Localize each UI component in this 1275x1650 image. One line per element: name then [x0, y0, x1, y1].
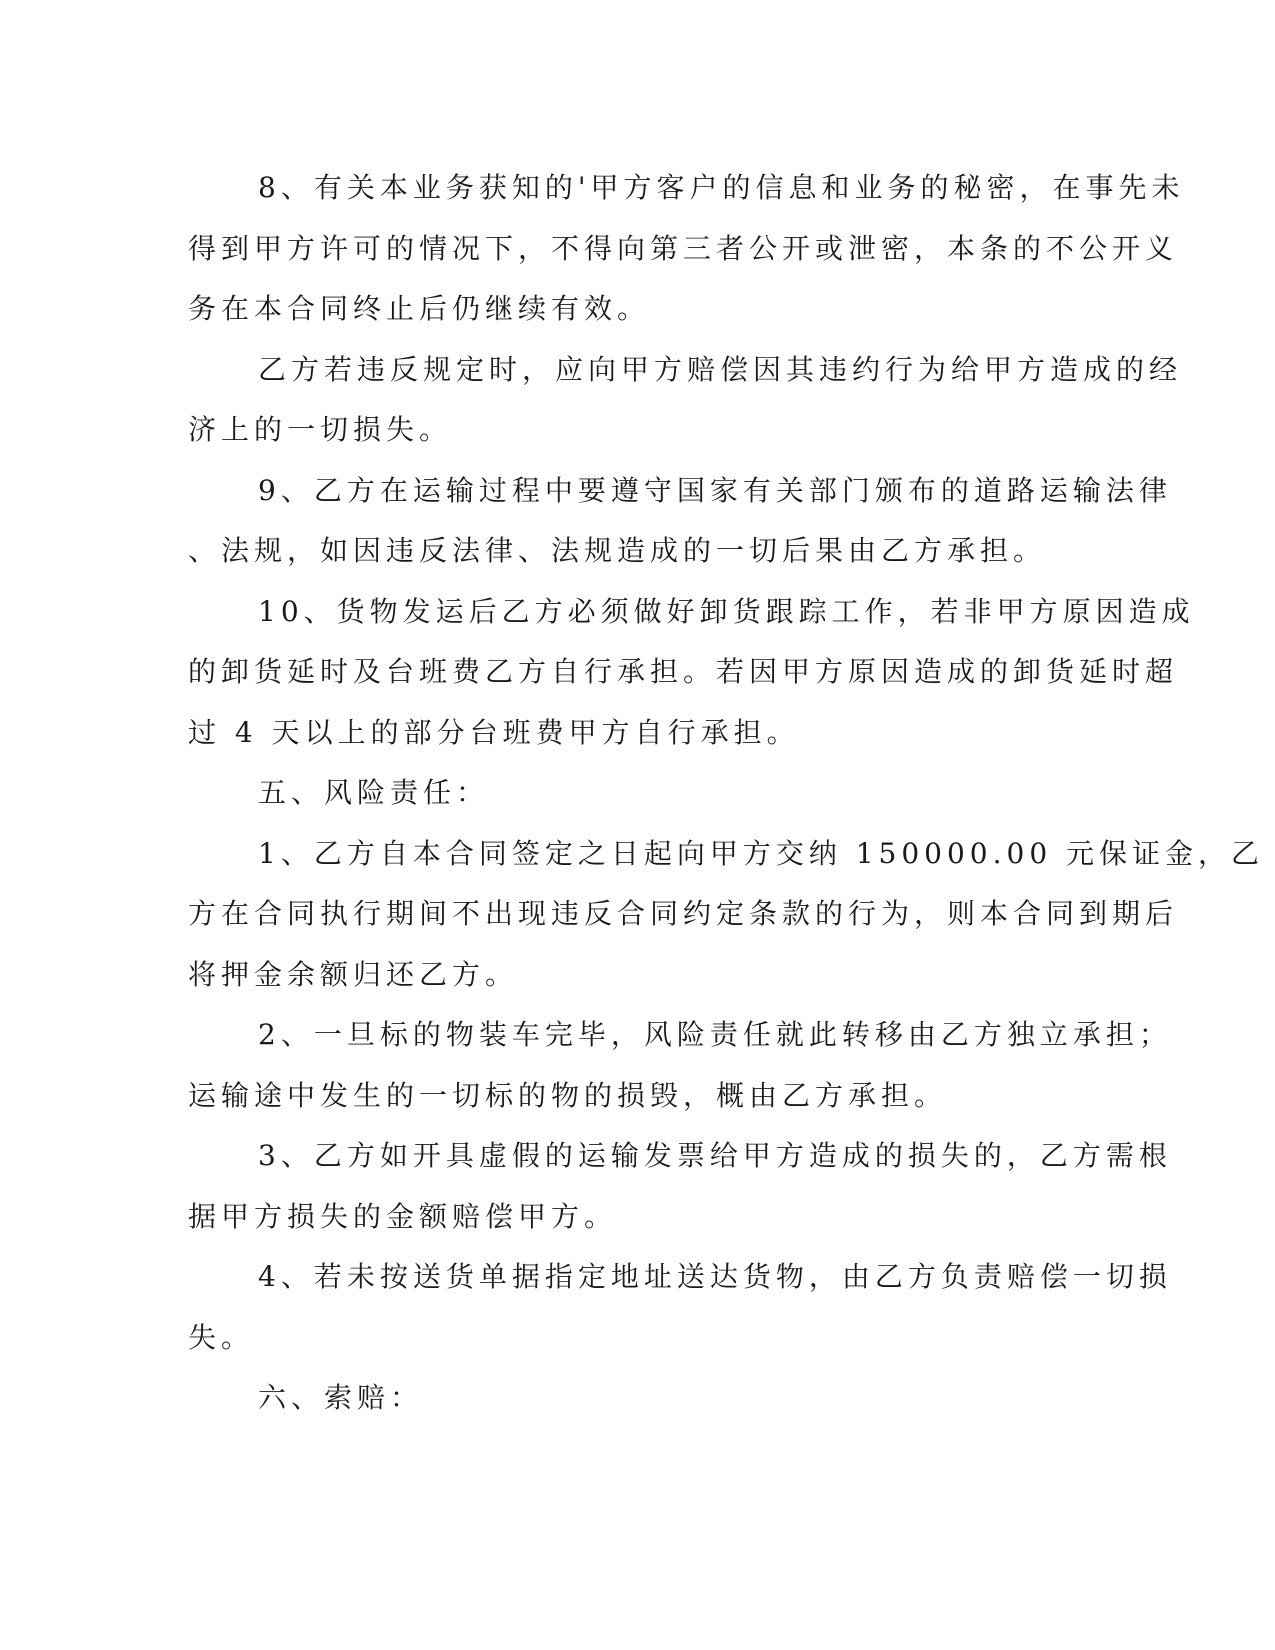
paragraph-risk-1	[188, 824, 1265, 1006]
text-line: 据甲方损失的金额赔偿甲方。	[188, 1199, 618, 1233]
heading-line: 六、索赔：	[258, 1381, 424, 1414]
text-line: 乙方若违反规定时，应向甲方赔偿因其违约行为给甲方造成的经	[258, 352, 1183, 386]
text-line: 2、一旦标的物装车完毕，风险责任就此转移由乙方独立承担；	[258, 1018, 1172, 1051]
text-line: 3、乙方如开具虚假的运输发票给甲方造成的损失的，乙方需根	[258, 1139, 1172, 1172]
text-line: 10、货物发运后乙方必须做好卸货跟踪工作，若非甲方原因造成	[258, 594, 1195, 628]
text-line: 的卸货延时及台班费乙方自行承担。若因甲方原因造成的卸货延时超	[188, 655, 1179, 688]
paragraph-risk-2	[188, 1005, 1172, 1126]
text-line: 过 4 天以上的部分台班费甲方自行承担。	[188, 715, 800, 749]
text-line: 方在合同执行期间不出现违反合同约定条款的行为，则本合同到期后	[188, 897, 1179, 930]
text-line: 济上的一切损失。	[188, 413, 453, 446]
heading-line: 五、风险责任：	[258, 776, 490, 809]
paragraph-breach-liability	[188, 340, 1183, 461]
paragraph-clause-8	[188, 158, 1185, 340]
paragraph-clause-9	[188, 461, 1172, 582]
text-line: 4、若未按送货单据指定地址送达货物，由乙方负责赔偿一切损	[258, 1260, 1172, 1293]
text-line: 将押金余额归还乙方。	[188, 957, 519, 991]
text-line: 运输途中发生的一切标的物的损毁，概由乙方承担。	[188, 1078, 948, 1112]
paragraph-clause-10	[188, 582, 1195, 764]
document-body	[188, 158, 1265, 1429]
text-line: 9、乙方在运输过程中要遵守国家有关部门颁布的道路运输法律	[258, 473, 1172, 507]
text-line: 失。	[188, 1320, 255, 1354]
paragraph-risk-3	[188, 1126, 1172, 1247]
paragraph-risk-4	[188, 1247, 1172, 1368]
text-line: 、法规，如因违反法律、法规造成的一切后果由乙方承担。	[188, 534, 1047, 567]
section-heading-claims	[188, 1368, 1078, 1429]
text-line: 务在本合同终止后仍继续有效。	[188, 292, 651, 325]
text-line: 得到甲方许可的情况下，不得向第三者公开或泄密，本条的不公开义	[188, 231, 1179, 265]
text-line: 1、乙方自本合同签定之日起向甲方交纳 150000.00 元保证金，乙	[258, 836, 1265, 870]
text-line: 8、有关本业务获知的'甲方客户的信息和业务的秘密，在事先未	[258, 171, 1185, 204]
section-heading-risk-liability	[188, 763, 1078, 824]
